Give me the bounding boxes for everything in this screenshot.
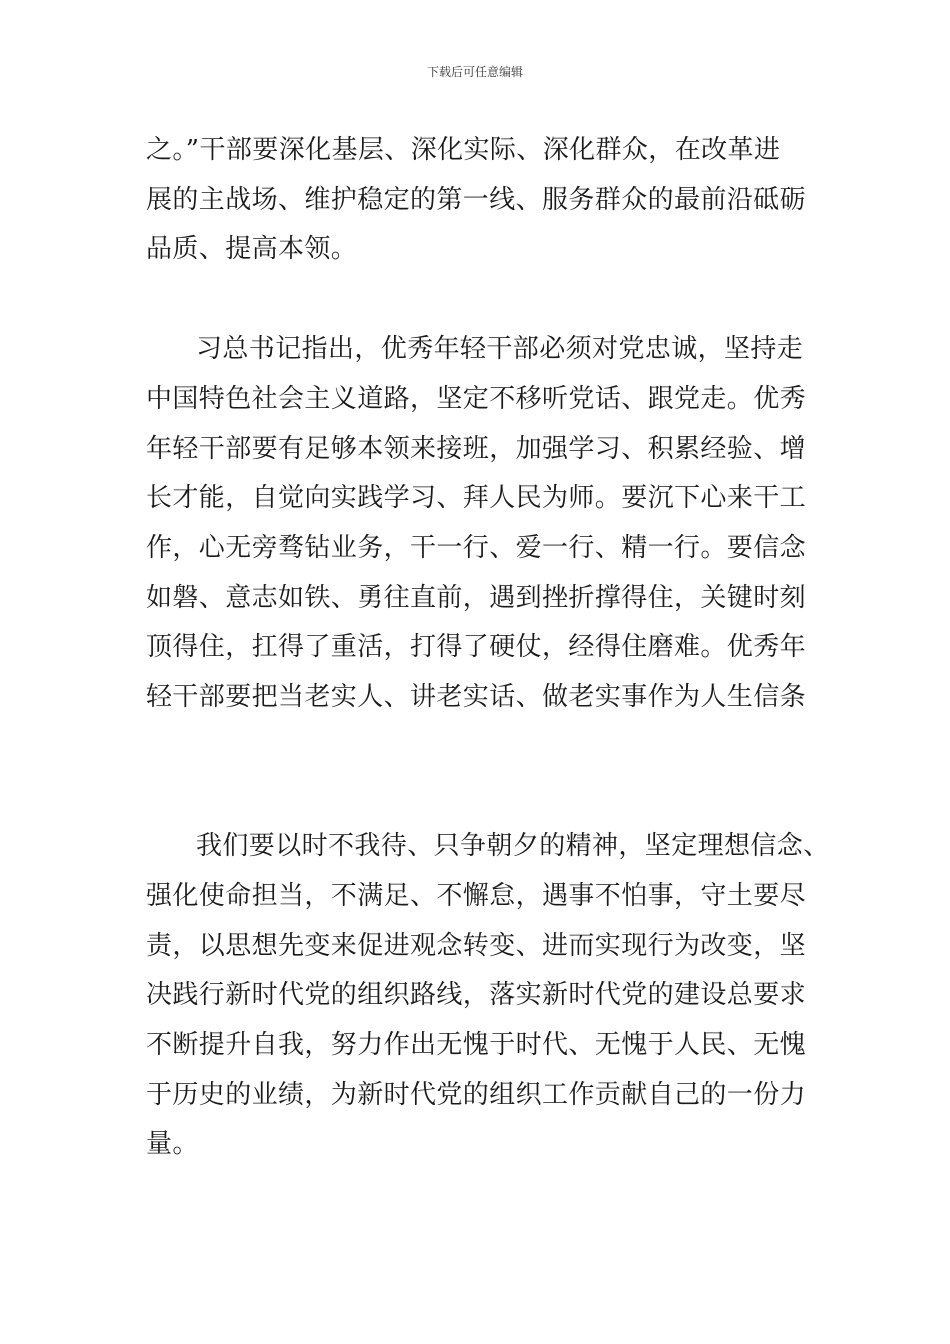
paragraph-3-line-2: 强化使命担当，不满足、不懈怠，遇事不怕事，守土要尽 [146,881,807,911]
paragraph-1-line-1: 之。”干部要深化基层、深化实际、深化群众，在改革进 [146,135,781,165]
page-header: 下载后可任意编辑 [426,65,523,79]
paragraph-1-line-3: 品质、提高本领。 [146,234,358,264]
paragraph-3-line-7: 量。 [146,1129,199,1159]
paragraph-2-line-2: 中国特色社会主义道路，坚定不移听党话、跟党走。优秀 [146,384,807,414]
paragraph-3-line-3: 责，以思想先变来促进观念转变、进而实现行为改变，坚 [146,931,807,961]
paragraph-2-line-6: 如磐、意志如铁、勇往直前，遇到挫折撑得住，关键时刻 [146,583,807,613]
paragraph-3-line-1: 我们要以时不我待、只争朝夕的精神，坚定理想信念、 [196,831,830,861]
paragraph-2-line-1: 习总书记指出，优秀年轻干部必须对党忠诚，坚持走 [196,334,804,364]
paragraph-2-line-8: 轻干部要把当老实人、讲老实话、做老实事作为人生信条 [146,682,807,712]
paragraph-2-line-5: 作，心无旁骛钻业务，干一行、爱一行、精一行。要信念 [146,533,807,563]
paragraph-2-line-3: 年轻干部要有足够本领来接班，加强学习、积累经验、增 [146,434,807,464]
paragraph-2-line-7: 顶得住，扛得了重活，打得了硬仗，经得住磨难。优秀年 [146,632,807,662]
paragraph-3-line-5: 不断提升自我，努力作出无愧于时代、无愧于人民、无愧 [146,1030,807,1060]
paragraph-3-line-4: 决践行新时代党的组织路线，落实新时代党的建设总要求 [146,980,807,1010]
paragraph-3-line-6: 于历史的业绩，为新时代党的组织工作贡献自己的一份力 [146,1080,807,1110]
paragraph-1-line-2: 展的主战场、维护稳定的第一线、服务群众的最前沿砥砺 [146,185,807,215]
paragraph-2-line-4: 长才能，自觉向实践学习、拜人民为师。要沉下心来干工 [146,483,807,513]
